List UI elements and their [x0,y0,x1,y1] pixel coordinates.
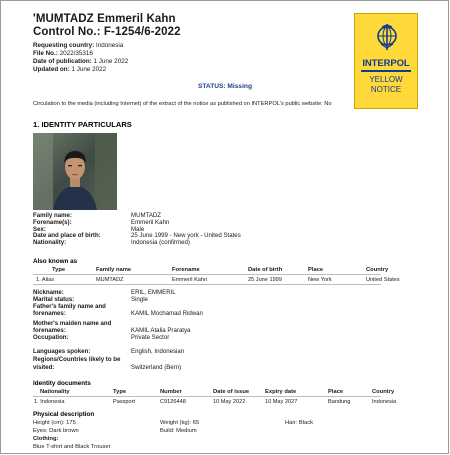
aka-title: Also known as [33,258,78,265]
file-number [33,50,93,57]
aka-cell: 25 June 1999 [248,277,282,283]
regions-label-1: Regions/Countries likely to be [33,356,121,363]
subject-photo [33,133,117,210]
aka-cell: New York [308,277,332,283]
details-label: Marital status: [33,296,75,303]
weight-value: Weight (kg): 65 [160,420,200,426]
badge-org: INTERPOL [362,58,410,69]
aka-column-header: Type [52,267,66,273]
section-identity-title: 1. IDENTITY PARTICULARS [33,120,132,129]
languages-label: Languages spoken: [33,348,91,355]
badge-divider [361,70,411,72]
document-column-header: Type [113,389,127,395]
updated-value: 1 June 2022 [71,66,107,73]
publication-value: 1 June 2022 [93,58,129,65]
aka-column-header: Country [366,267,389,273]
yellow-notice-badge [354,13,418,109]
publication-date [33,58,128,65]
details-label: Nickname: [33,289,64,296]
document-cell: Bandung [328,399,351,405]
identity-value: Male [131,225,145,233]
documents-title: Identity documents [33,380,91,387]
aka-cell: 1. Alias [36,277,55,283]
file-no-value: 2022/35316 [59,50,93,57]
document-column-header: Nationality [40,389,70,395]
details-label: forenames: [33,327,66,334]
identity-label: Forename(s): [33,218,72,226]
identity-label: Sex: [33,225,46,233]
eyes-value: Eyes: Dark brown [33,428,79,434]
updated-label: Updated on: [33,66,70,73]
document-column-header: Expiry date [265,389,297,395]
details-value: Single [131,296,148,303]
badge-line2: NOTICE [370,85,402,94]
updated-date [33,66,106,73]
subject-photo-image [33,133,117,210]
badge-line1: YELLOW [369,75,403,84]
document-column-header: Number [160,389,182,395]
requesting-country-value: Indonesia [95,42,124,49]
details-value: KAMIL Mochamad Ridwan [131,310,203,317]
details-label: Mother's maiden name and [33,320,112,327]
aka-cell: United States [366,277,400,283]
document-cell: Passport [113,399,136,405]
document-cell: C9126448 [160,399,186,405]
aka-bottom-divider [33,284,381,285]
document-column-header: Place [328,389,344,395]
details-value: Private Sector [131,334,170,341]
details-value: KAMIL Atalia Praratya [131,327,191,334]
document-cell: 1. Indonesia [34,399,65,405]
details-value: ERIL, EMMERIL [131,289,176,296]
aka-column-header: Forename [172,267,200,273]
languages-value: English, Indonesian [131,348,185,355]
details-label: Occupation: [33,334,69,341]
hair-value: Hair: Black [285,420,314,426]
notice-title: 'MUMTADZ Emmeril Kahn [33,13,176,25]
aka-cell: Emmeril Kahn [172,277,208,283]
status-heading: STATUS: Missing [198,83,252,90]
aka-cell: MUMTADZ [96,277,124,283]
identity-value: 25 June 1999 - New york - United States [131,232,241,240]
details-label: Father's family name and [33,303,106,310]
aka-column-header: Family name [96,267,132,273]
publication-label: Date of publication: [33,58,92,65]
document-cell: 10 May 2027 [265,399,298,405]
height-value: Height (cm): 175 [33,420,76,426]
build-value: Build: Medium [160,428,197,434]
identity-label: Date and place of birth: [33,232,101,240]
interpol-globe-icon [375,24,399,50]
identity-value: MUMTADZ [131,212,162,219]
document-column-header: Date of issue [213,389,250,395]
identity-value: Indonesia (confirmed) [131,239,190,247]
documents-divider [33,396,381,397]
clothing-value: Blue T-shirt and Black Trouser [33,444,111,450]
requesting-country-label: Requesting country: [33,42,95,49]
control-number: Control No.: F-1254/6-2022 [33,26,181,38]
aka-column-header: Place [308,267,324,273]
details-label: forenames: [33,310,66,317]
aka-column-header: Date of birth [248,267,283,273]
document-cell: 10 May 2022 [213,399,246,405]
regions-value: Switzerland (Bern) [131,364,182,371]
identity-value: Emmeril Kahn [131,218,170,226]
clothing-label: Clothing: [33,436,59,442]
physical-title: Physical description [33,411,95,418]
identity-label: Family name: [33,212,72,219]
document-column-header: Country [372,389,395,395]
document-cell: Indonesia [372,399,397,405]
circulation-note: Circulation to the media (including Internet) of the extract of the notice as published on INTERPOL's public website: No [33,101,332,107]
file-no-label: File No.: [33,50,58,57]
identity-label: Nationality: [33,239,67,247]
requesting-country [33,42,123,49]
aka-divider [33,274,381,275]
regions-label-2: visited: [33,364,55,371]
